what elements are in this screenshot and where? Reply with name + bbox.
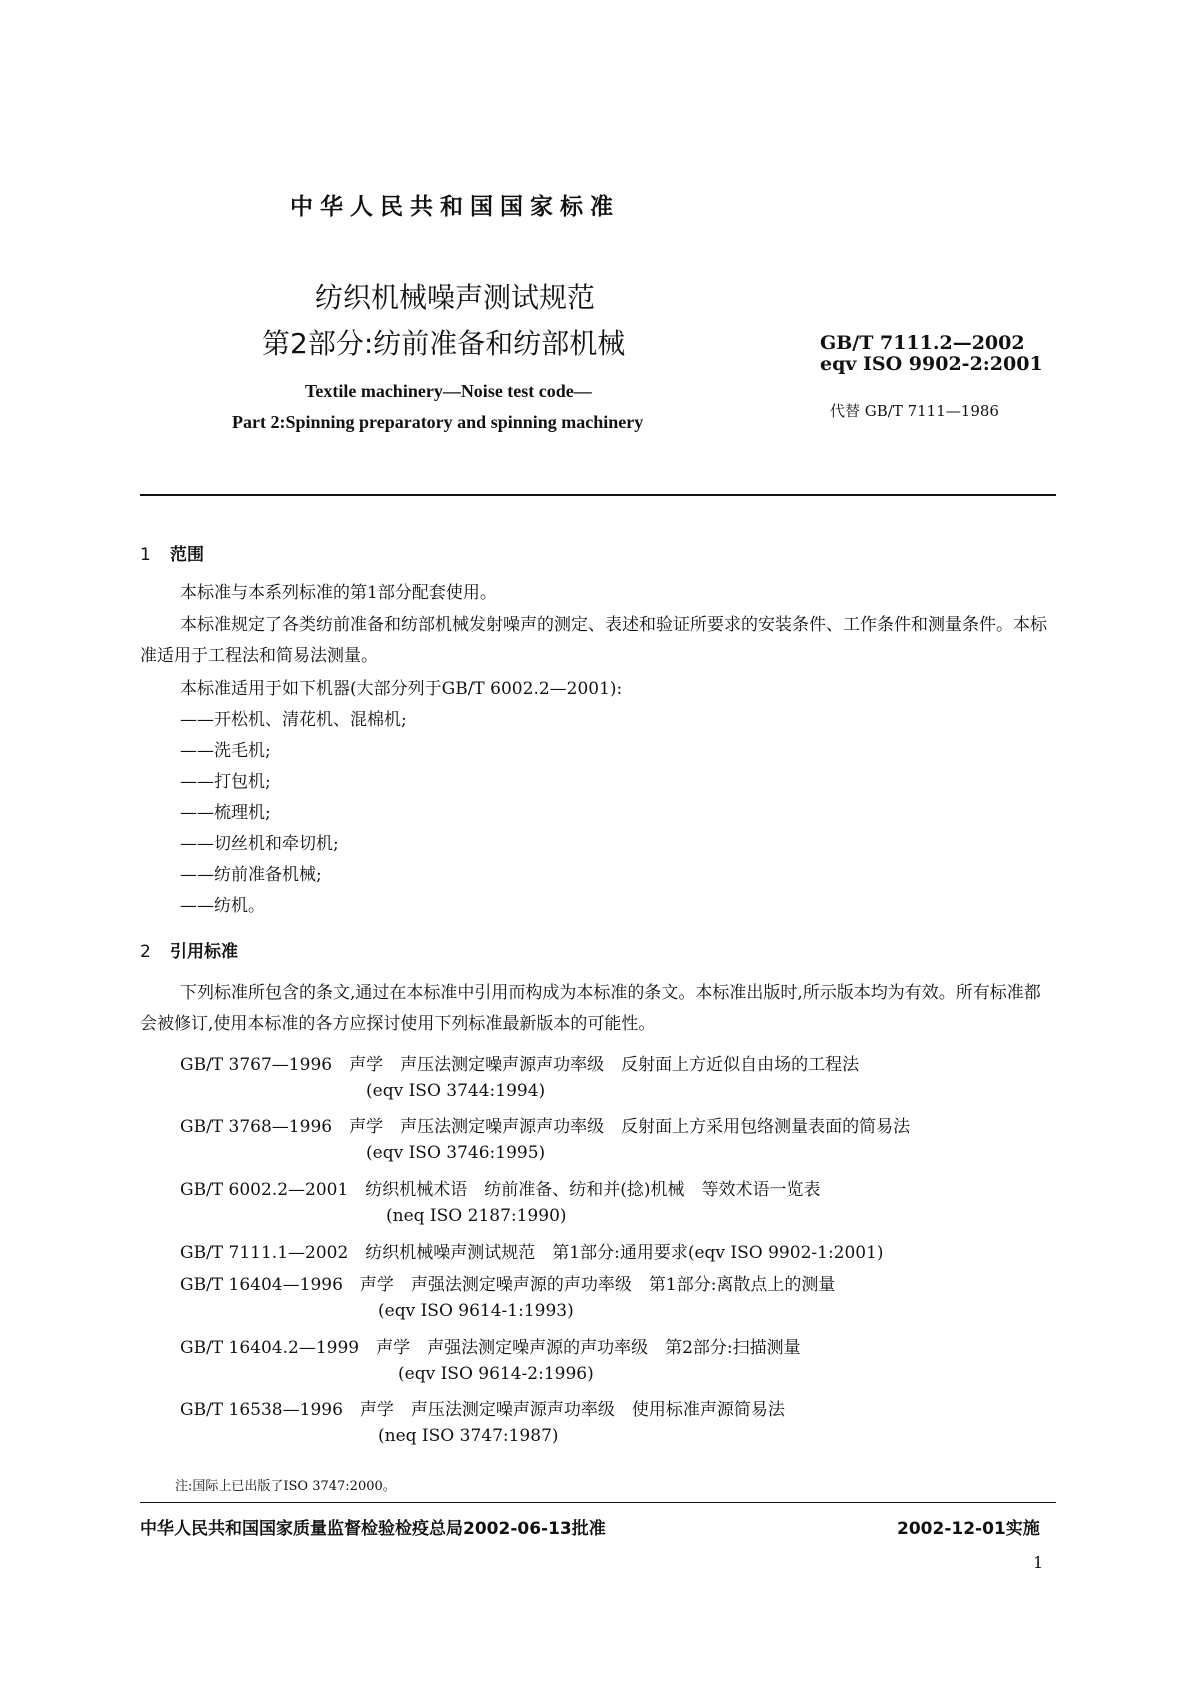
list-item: ——梳理机; [180, 803, 271, 823]
reference-line: GB/T 7111.1—2002 纺织机械噪声测试规范 第1部分:通用要求(eqv ISO 9902-1:2001) [180, 1243, 884, 1263]
reference-iso: (eqv ISO 9614-1:1993) [378, 1301, 574, 1321]
reference-iso: (neq ISO 3747:1987) [378, 1426, 559, 1446]
reference-iso: (eqv ISO 3746:1995) [366, 1143, 546, 1163]
list-item: ——洗毛机; [180, 741, 271, 761]
list-item: ——开松机、清花机、混棉机; [180, 710, 407, 730]
page-number: 1 [1033, 1553, 1044, 1572]
footer-divider [140, 1502, 1056, 1503]
title-en-line1: Textile machinery—Noise test code— [305, 381, 592, 401]
section-1-para-2: 本标准规定了各类纺前准备和纺部机械发射噪声的测定、表述和验证所要求的安装条件、工作条件和测量条件。本标准适用于工程法和简易法测量。 [140, 615, 1047, 666]
note: 注:国际上已出版了ISO 3747:2000。 [175, 1479, 396, 1494]
title-en-line2: Part 2:Spinning preparatory and spinning machinery [232, 412, 644, 432]
section-number: 1 [140, 545, 151, 565]
section-number: 2 [140, 942, 151, 962]
title-cn-line2: 第2部分:纺前准备和纺部机械 [262, 327, 626, 360]
reference-iso: (eqv ISO 9614-2:1996) [398, 1364, 594, 1384]
section-2-para: 下列标准所包含的条文,通过在本标准中引用而构成为本标准的条文。本标准出版时,所示版本均为有效。所有标准都会被修订,使用本标准的各方应探讨使用下列标准最新版本的可能性。 [140, 983, 1041, 1034]
section-1-heading [140, 540, 204, 565]
standard-code: GB/T 7111.2—2002 [820, 332, 1025, 354]
reference-line: GB/T 16404—1996 声学 声强法测定噪声源的声功率级 第1部分:离散点上的测量 [180, 1275, 836, 1295]
section-2-heading [140, 937, 238, 962]
list-item: ——切丝机和牵切机; [180, 834, 339, 854]
title-cn-line1: 纺织机械噪声测试规范 [315, 281, 596, 314]
reference-line: GB/T 3768—1996 声学 声压法测定噪声源声功率级 反射面上方采用包络测量表面的简易法 [180, 1117, 911, 1137]
reference-iso: (eqv ISO 3744:1994) [366, 1081, 546, 1101]
section-1-para-3: 本标准适用于如下机器(大部分列于GB/T 6002.2—2001): [180, 679, 623, 699]
reference-line: GB/T 16404.2—1999 声学 声强法测定噪声源的声功率级 第2部分:扫描测量 [180, 1338, 801, 1358]
approval-line: 中华人民共和国国家质量监督检验检疫总局2002-06-13批准 [140, 1519, 606, 1539]
section-title: 引用标准 [170, 942, 238, 962]
replaces-standard: 代替 GB/T 7111—1986 [830, 402, 999, 420]
iso-equivalence: eqv ISO 9902-2:2001 [820, 353, 1043, 375]
effective-date: 2002-12-01实施 [897, 1519, 1040, 1539]
list-item: ——纺前准备机械; [180, 865, 322, 885]
list-item: ——打包机; [180, 772, 271, 792]
national-standard-heading: 中华人民共和国国家标准 [290, 194, 620, 220]
section-1-para-1: 本标准与本系列标准的第1部分配套使用。 [180, 583, 497, 603]
reference-line: GB/T 6002.2—2001 纺织机械术语 纺前准备、纺和并(捻)机械 等效术语一览表 [180, 1180, 821, 1200]
header-divider [140, 494, 1056, 496]
standard-code-block [820, 333, 1043, 375]
reference-line: GB/T 3767—1996 声学 声压法测定噪声源声功率级 反射面上方近似自由场的工程法 [180, 1055, 860, 1075]
reference-iso: (neq ISO 2187:1990) [386, 1206, 567, 1226]
section-title: 范围 [170, 545, 204, 565]
list-item: ——纺机。 [180, 896, 265, 916]
reference-line: GB/T 16538—1996 声学 声压法测定噪声源声功率级 使用标准声源简易法 [180, 1400, 785, 1420]
